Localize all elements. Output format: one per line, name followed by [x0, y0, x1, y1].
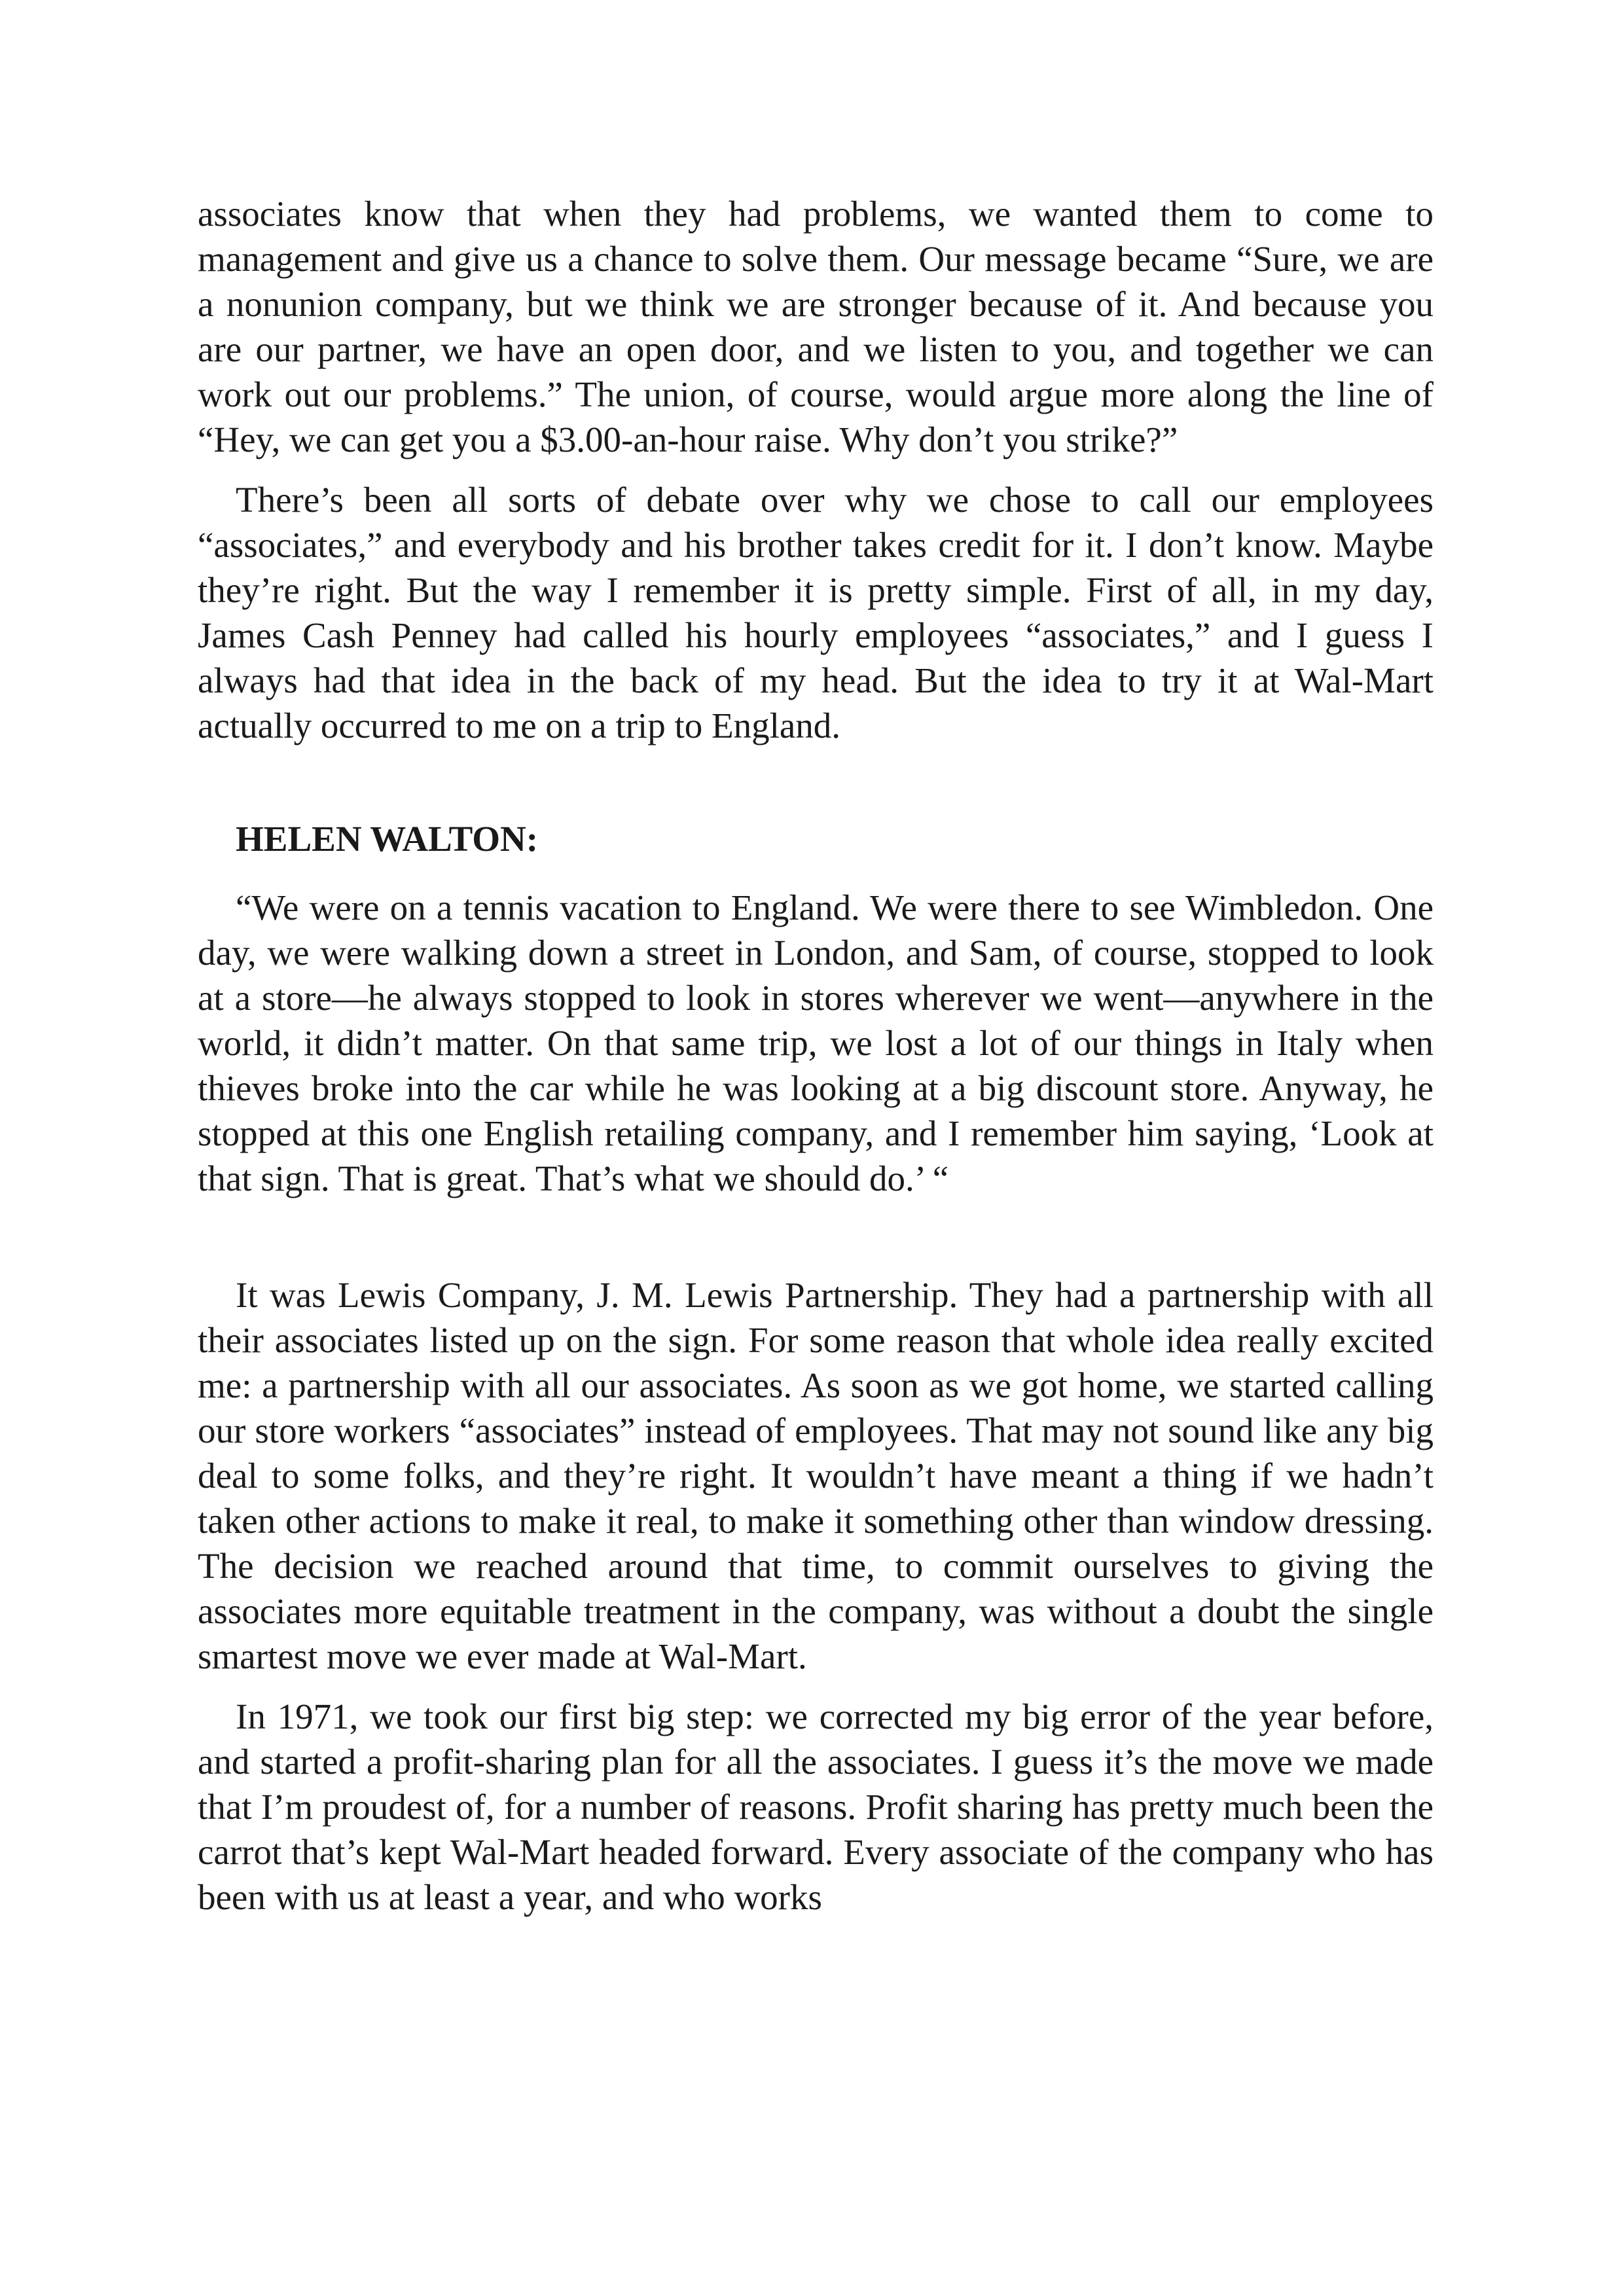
paragraph-2: There’s been all sorts of debate over why we chose to call our employees “associates,” and everybody and his brother takes credit for it. I don’t know. Maybe they’re right. But the way I remember it is pretty simple. First of all, in my day, James Cash Penney had called his hourly employees “associates,” and I guess I always had that idea in the back of my head. But the idea to try it at Wal-Mart actually occurred to me on a trip to England. — [198, 480, 1434, 745]
paragraph-4: It was Lewis Company, J. M. Lewis Partnership. They had a partnership with all their associates listed up on the sign. For some reason that whole idea really excited me: a partnership with all our associates. As soon as we got home, we started calling our store workers “associates” instead of employees. That may not sound like any big deal to some folks, and they’re right. It wouldn’t have meant a thing if we hadn’t taken other actions to make it real, to make it something other than window dressing. The decision we reached around that time, to commit ourselves to giving the associates more equitable treatment in the company, was without a doubt the single smartest move we ever made at Wal-Mart. — [198, 1275, 1434, 1676]
speaker-heading: HELEN WALTON: — [236, 819, 539, 859]
body-text — [198, 191, 1434, 1920]
paragraph-3-quote: “We were on a tennis vacation to England. We were there to see Wimbledon. One day, we were walking down a street in London, and Sam, of course, stopped to look at a store—he always stopped to look in stores wherever we went—anywhere in the world, it didn’t matter. On that same trip, we lost a lot of our things in Italy when thieves broke into the car while he was looking at a big discount store. Anyway, he stopped at this one English retailing company, and I remember him saying, ‘Look at that sign. That is great. That’s what we should do.’ “ — [198, 888, 1434, 1198]
paragraph-5: In 1971, we took our first big step: we corrected my big error of the year before, and started a profit-sharing plan for all the associates. I guess it’s the move we made that I’m proudest of, for a number of reasons. Profit sharing has pretty much been the carrot that’s kept Wal-Mart headed forward. Every associate of the company who has been with us at least a year, and who works — [198, 1696, 1434, 1917]
paragraph-1: associates know that when they had problems, we wanted them to come to management and give us a chance to solve them. Our message became “Sure, we are a nonunion company, but we think we are stronger because of it. And because you are our partner, we have an open door, and we listen to you, and together we can work out our problems.” The union, of course, would argue more along the line of “Hey, we can get you a $3.00-an-hour raise. Why don’t you strike?” — [198, 194, 1434, 459]
